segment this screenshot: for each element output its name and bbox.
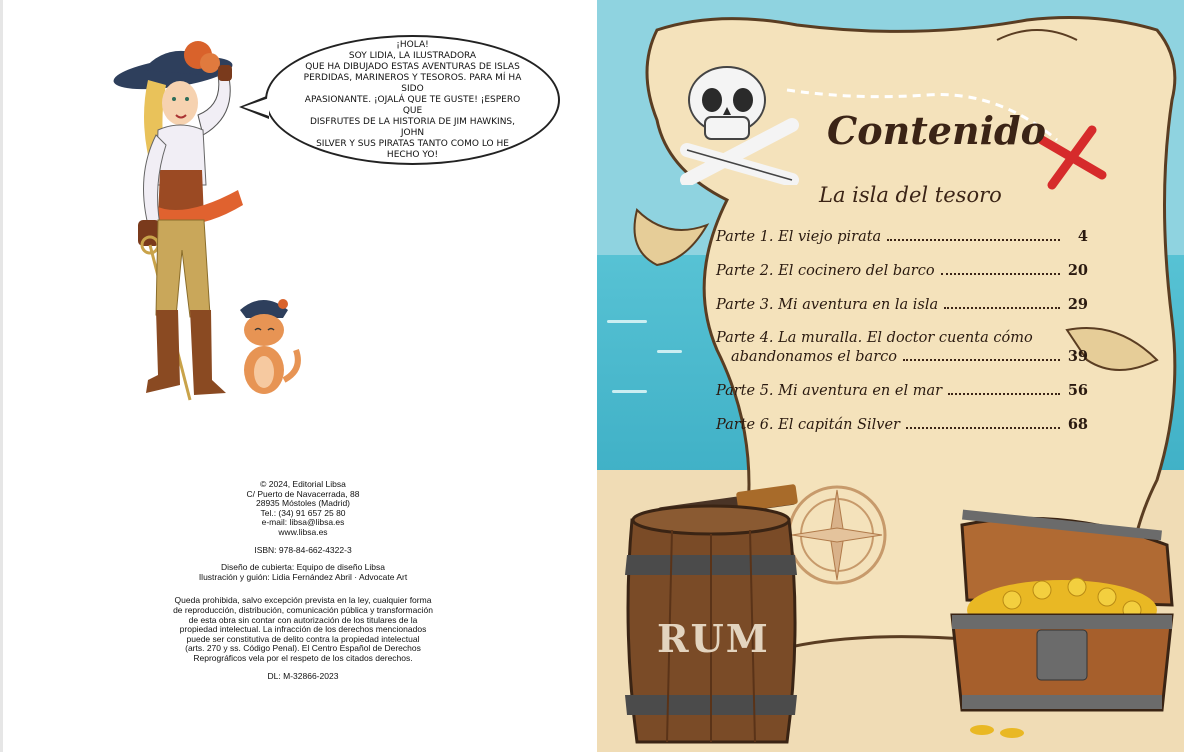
city-line: 28935 Móstoles (Madrid) <box>255 498 350 509</box>
legal-deposit: DL: M-32866-2023 <box>267 670 339 681</box>
legal-notice <box>123 596 483 663</box>
toc-entry[interactable] <box>716 296 1088 313</box>
barrel-label: RUM <box>657 616 770 661</box>
cover-credit: Diseño de cubierta: Equipo de diseño Libsa <box>221 562 385 573</box>
toc-entry-label: Parte 4. La muralla. El doctor cuenta cómo <box>716 330 1033 346</box>
treasure-chest-illustration <box>942 505 1184 740</box>
toc-entry[interactable] <box>716 228 1088 245</box>
cat-illustration <box>228 290 303 395</box>
toc-entry-page: 29 <box>1067 296 1088 313</box>
toc-entry-label: Parte 3. Mi aventura en la isla <box>716 297 939 313</box>
toc-entry[interactable] <box>716 382 1088 399</box>
toc-entry-label: Parte 1. El viejo pirata <box>716 229 882 245</box>
toc-entry-label: Parte 5. Mi aventura en el mar <box>716 383 943 399</box>
publisher-info <box>123 480 483 538</box>
table-of-contents <box>716 228 1088 450</box>
toc-entry[interactable] <box>716 416 1088 433</box>
toc-leader-dots <box>944 307 1060 309</box>
legal-line: propiedad intelectual. La infracción de los derechos mencionados <box>179 624 427 635</box>
speech-bubble <box>265 35 560 165</box>
toc-entry-label: Parte 2. El cocinero del barco <box>716 263 935 279</box>
contents-heading: Contenido <box>827 108 1046 153</box>
toc-entry-continuation <box>716 348 1088 365</box>
right-page <box>597 0 1184 752</box>
website-line: www.libsa.es <box>278 526 328 537</box>
toc-entry[interactable] <box>716 330 1088 365</box>
illustration-credit: Ilustración y guión: Lidia Fernández Abril · Advocate Art <box>198 571 408 582</box>
copyright-line: © 2024, Editorial Libsa <box>260 479 346 489</box>
skull-crossbones-icon <box>667 55 807 185</box>
legal-line: (arts. 270 y ss. Código Penal). El Centro Español de Derechos <box>185 643 421 654</box>
email-line: e-mail: libsa@libsa.es <box>261 517 345 528</box>
phone-line: Tel.: (34) 91 657 25 80 <box>260 507 346 518</box>
speech-bubble-tail-inner <box>243 98 269 116</box>
toc-leader-dots <box>906 427 1060 429</box>
legal-line: de esta obra sin contar con autorización de los titulares de la <box>188 614 418 625</box>
legal-line: Queda prohibida, salvo excepción prevista en la ley, cualquier forma <box>174 595 432 606</box>
toc-entry[interactable] <box>716 262 1088 279</box>
toc-entry-page: 20 <box>1067 262 1088 279</box>
toc-entry-page: 39 <box>1067 348 1088 365</box>
colophon <box>123 480 483 689</box>
legal-line: puede ser constitutiva de delito contra la propiedad intelectual <box>186 633 420 644</box>
credits <box>123 563 483 582</box>
toc-entry-label: Parte 6. El capitán Silver <box>716 417 900 433</box>
toc-entry-page: 56 <box>1067 382 1088 399</box>
toc-entry-page: 68 <box>1067 416 1088 433</box>
isbn: ISBN: 978-84-662-4322-3 <box>254 544 352 555</box>
toc-leader-dots <box>887 239 1060 241</box>
toc-leader-dots <box>941 273 1060 275</box>
toc-leader-dots <box>903 359 1060 361</box>
address-line: C/ Puerto de Navacerrada, 88 <box>246 488 360 499</box>
toc-entry-label-line2: abandonamos el barco <box>731 349 897 365</box>
rum-barrel-illustration <box>617 480 807 752</box>
speech-bubble-text: ¡HOLA! SOY LIDIA, LA ILUSTRADORA QUE HA DIBUJADO ESTAS AVENTURAS DE ISLAS PERDIDAS, MARINEROS Y TESOROS. PARA MÍ HA SIDO APASIONANTE. ¡OJALÁ QUE TE GUSTE! ¡ESPERO QUE DISFRUTES DE LA HISTORIA DE JIM HAWKINS, JOHN SILVER Y SUS PIRATAS TANTO COMO LO HE HECHO YO! <box>303 39 522 160</box>
toc-leader-dots <box>948 393 1060 395</box>
book-title: La isla del tesoro <box>819 183 1002 207</box>
legal-line: Reprográficos vela por el respeto de los citados derechos. <box>193 652 413 663</box>
toc-entry-page: 4 <box>1077 228 1088 245</box>
legal-line: de reproducción, distribución, comunicación pública y transformación <box>173 604 433 615</box>
